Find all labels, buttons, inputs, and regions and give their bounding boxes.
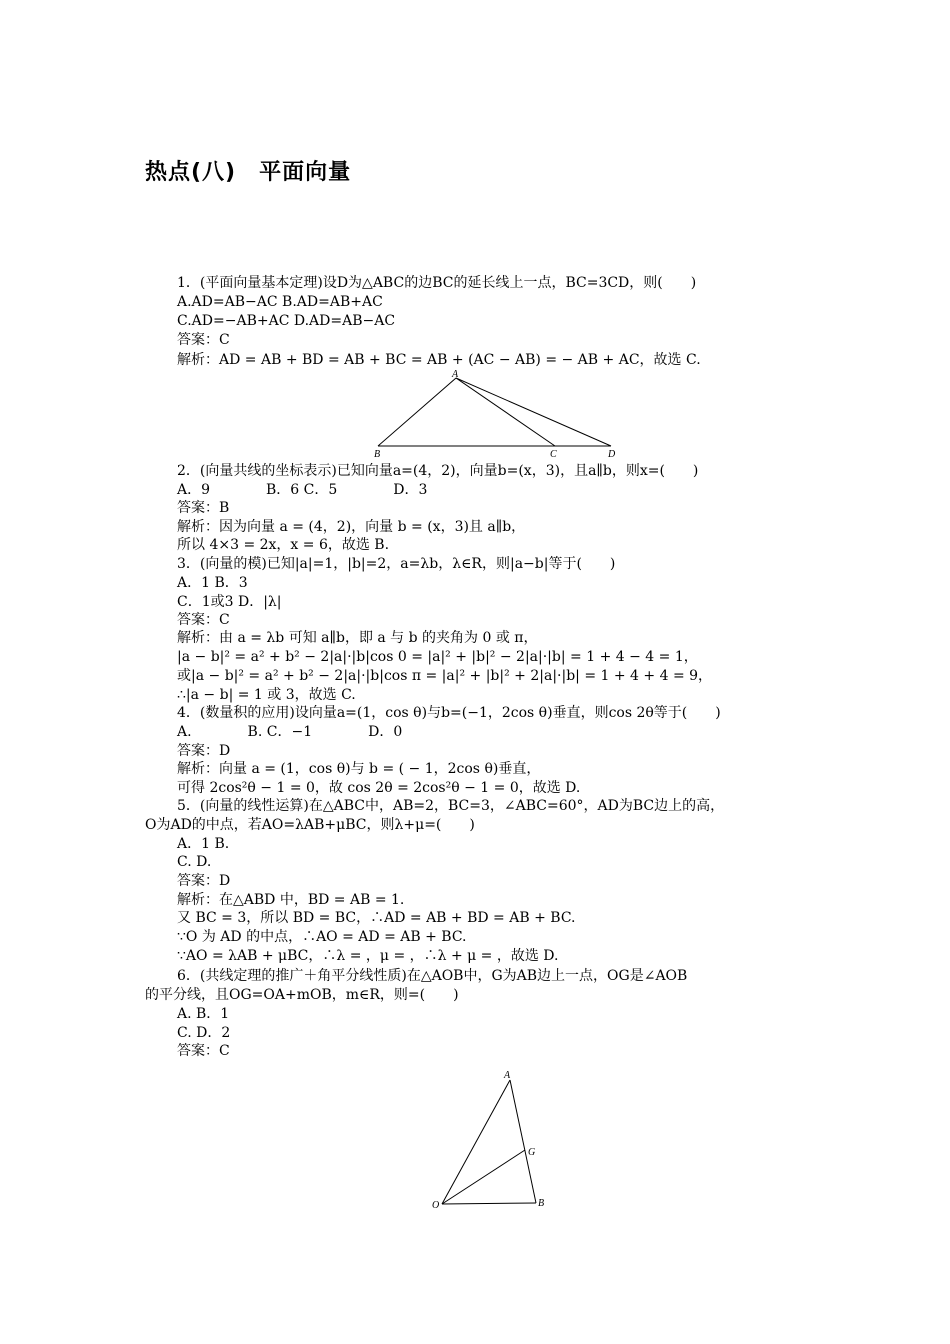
q3-answer: 答案：C bbox=[177, 612, 230, 628]
q3-stem: 3．(向量的模)已知|a|=1，|b|=2，a=λb，λ∈R，则|a−b|等于( ) bbox=[177, 556, 616, 572]
q5-explanation-2: 又 BC = 3，所以 BD = BC，∴AD = AB + BD = AB + BC. bbox=[177, 910, 576, 926]
q2-answer: 答案：B bbox=[177, 500, 230, 516]
fig2-label-o: O bbox=[432, 1200, 440, 1211]
q5-options-cd: C. D. bbox=[177, 854, 212, 870]
fig1-label-d: D bbox=[608, 449, 616, 460]
q6-stem-1: 6．(共线定理的推广＋角平分线性质)在△AOB中，G为AB边上一点，OG是∠AOB bbox=[177, 968, 688, 984]
fig1-label-a: A bbox=[452, 370, 459, 380]
q1-options-cd: C.AD=−AB+AC D.AD=AB−AC bbox=[177, 313, 396, 329]
q6-options-cd: C. D．2 bbox=[177, 1025, 231, 1041]
q1-answer: 答案：C bbox=[177, 332, 230, 348]
page-title: 热点(八) 平面向量 bbox=[145, 160, 352, 185]
q3-explanation-4: ∴|a − b| = 1 或 3，故选 C. bbox=[177, 687, 356, 703]
q5-answer: 答案：D bbox=[177, 873, 231, 889]
fig2-label-b: B bbox=[538, 1198, 545, 1209]
triangle-abc-figure bbox=[368, 370, 628, 460]
q2-options: A．9 B．6 C．5 D．3 bbox=[177, 482, 428, 498]
q3-explanation-3: 或|a − b|² = a² + b² − 2|a|·|b|cos π = |a|² + |b|² + 2|a|·|b| = 1 + 4 + 4 = 9， bbox=[177, 668, 713, 684]
q5-stem-1: 5．(向量的线性运算)在△ABC中，AB=2，BC=3，∠ABC=60°，AD为BC边上的高， bbox=[177, 798, 725, 814]
triangle-aob-figure bbox=[430, 1066, 560, 1214]
fig1-label-c: C bbox=[550, 449, 557, 460]
q1-options-ab: A.AD=AB−AC B.AD=AB+AC bbox=[177, 294, 383, 310]
q3-options-ab: A．1 B．3 bbox=[177, 575, 248, 591]
q5-explanation-3: ∵O 为 AD 的中点，∴AO = AD = AB + BC. bbox=[177, 929, 467, 945]
q5-stem-2: O为AD的中点，若AO=λAB+μBC，则λ+μ=( ) bbox=[145, 817, 475, 833]
q4-explanation-1: 解析：向量 a = (1，cos θ)与 b = ( − 1，2cos θ)垂直， bbox=[177, 761, 541, 777]
q3-explanation-2: |a − b|² = a² + b² − 2|a|·|b|cos 0 = |a|² + |b|² − 2|a|·|b| = 1 + 4 − 4 = 1， bbox=[177, 649, 698, 665]
fig2-label-a: A bbox=[504, 1070, 511, 1081]
q5-explanation-4: ∵AO = λAB + μBC，∴λ = ，μ = ，∴λ + μ = ，故选 D. bbox=[177, 948, 559, 964]
q5-options-ab: A．1 B. bbox=[177, 836, 230, 852]
q3-explanation-1: 解析：由 a = λb 可知 a∥b，即 a 与 b 的夹角为 0 或 π， bbox=[177, 630, 538, 646]
q6-answer: 答案：C bbox=[177, 1043, 230, 1059]
q2-stem: 2．(向量共线的坐标表示)已知向量a=(4，2)，向量b=(x，3)，且a∥b，则x=( ) bbox=[177, 463, 699, 479]
q4-stem: 4．(数量积的应用)设向量a=(1，cos θ)与b=(−1，2cos θ)垂直，则cos 2θ等于( ) bbox=[177, 705, 721, 721]
q4-explanation-2: 可得 2cos²θ − 1 = 0，故 cos 2θ = 2cos²θ − 1 = 0，故选 D. bbox=[177, 780, 581, 796]
q5-explanation-1: 解析：在△ABD 中，BD = AB = 1. bbox=[177, 892, 405, 908]
fig1-label-b: B bbox=[374, 449, 381, 460]
q1-stem: 1．(平面向量基本定理)设D为△ABC的边BC的延长线上一点，BC=3CD，则( ) bbox=[177, 275, 697, 291]
q6-options-ab: A. B．1 bbox=[177, 1006, 230, 1022]
q3-options-cd: C．1或3 D．|λ| bbox=[177, 594, 282, 610]
q4-options: A. B. C．−1 D．0 bbox=[177, 724, 403, 740]
q4-answer: 答案：D bbox=[177, 743, 231, 759]
q6-stem-2: 的平分线，且OG=OA+mOB，m∈R，则=( ) bbox=[145, 987, 459, 1003]
q2-explanation-1: 解析：因为向量 a = (4，2)，向量 b = (x，3)且 a∥b， bbox=[177, 519, 526, 535]
q2-explanation-2: 所以 4×3 = 2x，x = 6，故选 B. bbox=[177, 537, 390, 553]
fig2-label-g: G bbox=[528, 1147, 536, 1158]
q1-explanation: 解析：AD = AB + BD = AB + BC = AB + (AC − AB) = − AB + AC，故选 C. bbox=[177, 352, 701, 368]
